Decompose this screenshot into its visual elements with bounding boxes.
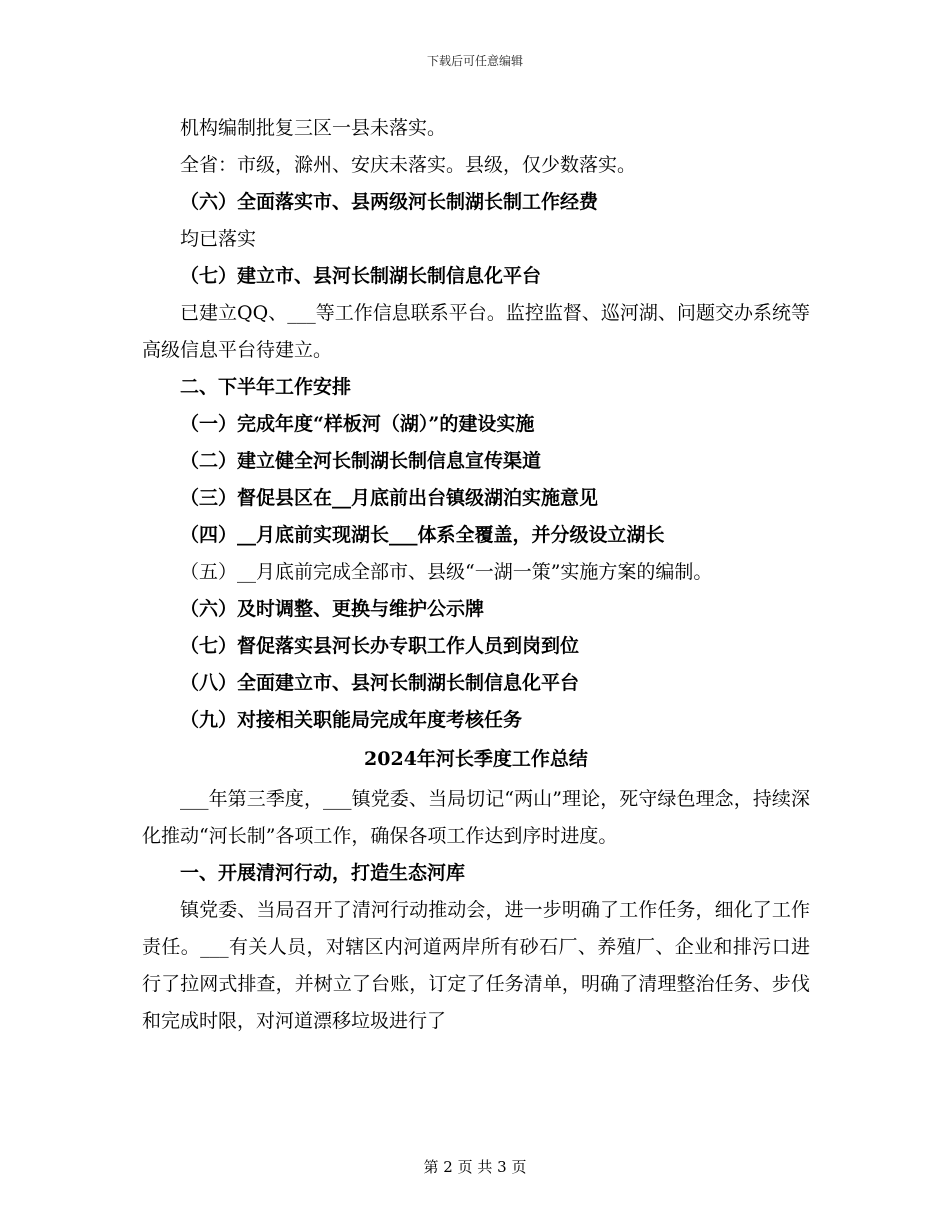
paragraph: 机构编制批复三区一县未落实。 (180, 117, 447, 139)
page-header: 下载后可任意编辑 (426, 54, 523, 68)
list-item: （九）对接相关职能局完成年度考核任务 (180, 709, 523, 731)
paragraph: 全省：市级，滁州、安庆未落实。县级，仅少数落实。 (180, 154, 637, 176)
document-body (142, 110, 810, 1040)
section-heading: 二、下半年工作安排 (180, 376, 352, 398)
page-footer: 第 2 页 共 3 页 (423, 1158, 527, 1176)
list-item: （四）__月底前实现湖长___体系全覆盖，并分级设立湖长 (180, 524, 665, 546)
paragraph: 镇党委、当局召开了清河行动推动会，进一步明确了工作任务，细化了工作责任。___有关人员，对辖区内河道两岸所有砂石厂、养殖厂、企业和排污口进行了拉网式排查，并树立了台账，订定了任务清单，明确了清理整治任务、步伐和完成时限，对河道漂移垃圾进行了 (142, 899, 810, 1032)
list-item: （八）全面建立市、县河长制湖长制信息化平台 (180, 672, 580, 694)
list-item: （一）完成年度“样板河（湖）”的建设实施 (180, 413, 535, 435)
paragraph: 已建立QQ、___等工作信息联系平台。监控监督、巡河湖、问题交办系统等高级信息平台待建立。 (142, 302, 810, 361)
list-item: （七）督促落实县河长办专职工作人员到岗到位 (180, 635, 580, 657)
paragraph: 均已落实 (180, 228, 257, 250)
paragraph: ___年第三季度，___镇党委、当局切记“两山”理论，死守绿色理念，持续深化推动“河长制”各项工作，确保各项工作达到序时进度。 (142, 788, 810, 847)
section-heading: 一、开展清河行动，打造生态河库 (180, 862, 466, 884)
list-item: （三）督促县区在__月底前出台镇级湖泊实施意见 (180, 487, 599, 509)
list-item: （六）及时调整、更换与维护公示牌 (180, 598, 485, 620)
list-item: （五）__月底前完成全部市、县级“一湖一策”实施方案的编制。 (180, 561, 713, 583)
document-title: 2024年河长季度工作总结 (364, 748, 588, 770)
list-item: （二）建立健全河长制湖长制信息宣传渠道 (180, 450, 542, 472)
subheading: （六）全面落实市、县两级河长制湖长制工作经费 (180, 191, 599, 213)
subheading: （七）建立市、县河长制湖长制信息化平台 (180, 265, 542, 287)
